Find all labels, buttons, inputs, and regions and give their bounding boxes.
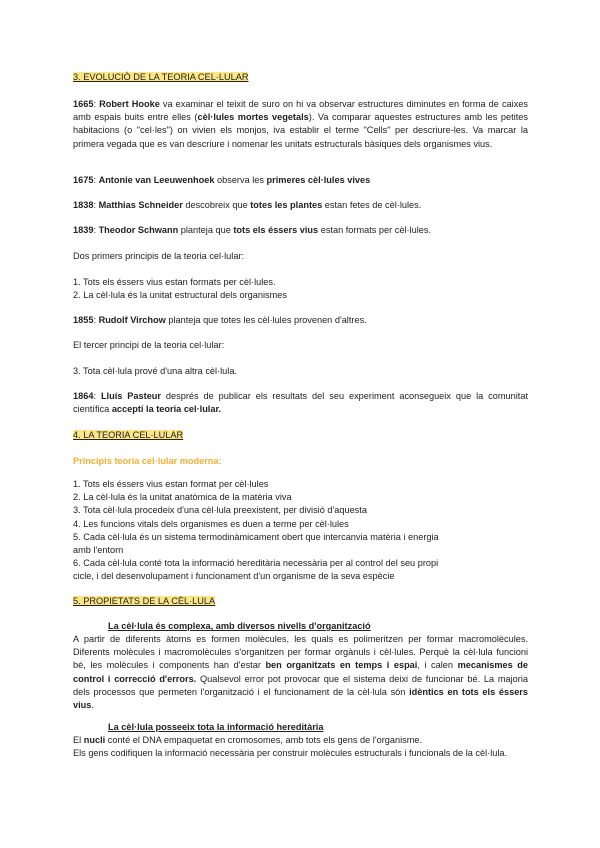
year-1665: 1665 xyxy=(73,99,94,109)
text-1864: després de publicar els resultats del seu experiment aconsegueix que la comunitat científica xyxy=(73,391,528,415)
modern-principles-heading-text: Principis teoria cel·lular moderna: xyxy=(73,456,222,466)
complexity-text-b: , i calen xyxy=(417,660,458,671)
modern-principle-6-cont: cicle, i del desenvolupament i funcionament d'un organisme de la seva espècie xyxy=(73,571,395,582)
year-1864: 1864 xyxy=(73,391,94,401)
section-4-heading xyxy=(73,429,528,442)
text-1665-a: va examinar el teixit de suro on hi va observar estructures diminutes en forma de caixes amb espais buits entre elles ( xyxy=(73,99,528,123)
bold-1675: primeres cèl·lules vives xyxy=(266,175,371,185)
first-principles-intro-text: Dos primers principis de la teoria cel·lular: xyxy=(73,251,245,261)
text-1838-a: descobreix que xyxy=(182,200,251,210)
modern-principle-5: 5. Cada cèl·lula és un sistema termodinàmicament obert que intercanvia matèria i energia xyxy=(73,531,439,542)
bold-1839: tots els éssers vius xyxy=(233,225,319,235)
modern-principle-2: 2. La cèl·lula és la unitat anatòmica de la matèria viva xyxy=(73,492,292,503)
modern-principle-3: 3. Tota cèl·lula procedeix d'una cèl·lula preexistent, per divisió d'aquesta xyxy=(73,505,367,516)
year-1839: 1839 xyxy=(73,225,94,235)
section-3-heading-text: 3. EVOLUCIÓ DE LA TEORIA CEL·LULAR xyxy=(73,72,249,82)
modern-principles-heading xyxy=(73,455,528,468)
paragraph-1839: 1839: Theodor Schwann planteja que tots els éssers vius estan formats per cèl·lules. xyxy=(73,225,432,235)
complexity-bold-b: mecanismes de control i correcció d'errors. xyxy=(73,660,529,684)
text-1855: planteja que totes les cèl·lules provenen d'altres. xyxy=(165,315,367,325)
section-5-heading xyxy=(73,595,528,608)
paragraph-complexity xyxy=(73,633,528,712)
subheading-complexity: La cèl·lula és complexa, amb diversos nivells d'organització xyxy=(108,621,371,631)
name-schwann: Theodor Schwann xyxy=(98,225,179,235)
name-leeuwenhoek: Antonie van Leeuwenhoek xyxy=(98,175,215,185)
text-1839-b: estan formats per cèl·lules. xyxy=(318,225,432,235)
name-virchow: Rudolf Virchow xyxy=(98,315,166,325)
hereditary-text-c: Els gens codifiquen la informació necessària per construir molècules estructurals i funcionals de la cèl·lula. xyxy=(73,748,508,759)
hereditary-line-1 xyxy=(73,734,528,747)
paragraph-1864: 1864: Lluís Pasteur després de publicar els resultats del seu experiment aconsegueix que la comunitat científica acceptí la teoria cel·lular. xyxy=(73,391,528,415)
text-1675: observa les xyxy=(214,175,267,185)
bold-1838: totes les plantes xyxy=(250,200,323,210)
hereditary-text-b: conté el DNA empaquetat en cromosomes, amb tots els gens de l'organisme. xyxy=(105,735,423,745)
modern-principle-4: 4. Les funcions vitals dels organismes es duen a terme per cèl·lules xyxy=(73,518,349,529)
text-1839-a: planteja que xyxy=(178,225,234,235)
bold-1665: cèl·lules mortes vegetals xyxy=(197,112,309,123)
section-5-heading-text: 5. PROPIETATS DE LA CÈL·LULA xyxy=(73,596,216,606)
first-principles-intro xyxy=(73,250,528,263)
principle-3: 3. Tota cèl·lula prové d'una altra cèl·lula. xyxy=(73,366,237,376)
text-1838-b: estan fetes de cèl·lules. xyxy=(322,200,422,210)
name-pasteur: Lluís Pasteur xyxy=(100,391,161,401)
text-1665-b: ). Va comparar aquestes estructures amb les petites habitacions (o "cel·les") on vivien els monjos, iva establir el terme "Cells" per descriure-les. Va marcar la primera vegada que es van descriure i nomenar les unitats estructurals bàsiques dels organismes vius. xyxy=(73,112,529,149)
name-hooke: Robert Hooke xyxy=(99,99,160,109)
modern-principle-6: 6. Cada cèl·lula conté tota la informació hereditària necessària per al control del seu propi xyxy=(73,558,439,569)
complexity-text-d: . xyxy=(91,700,94,711)
name-schneider: Matthias Schneider xyxy=(98,200,183,210)
hereditary-text-a: El xyxy=(73,735,84,745)
modern-principles-list xyxy=(73,478,528,584)
complexity-bold-c: idèntics en tots els éssers vius xyxy=(73,686,528,711)
year-1855: 1855 xyxy=(73,315,94,325)
principle-1: 1. Tots els éssers vius estan formats per cèl·lules. xyxy=(73,277,276,287)
year-1675: 1675 xyxy=(73,175,94,185)
year-1838: 1838 xyxy=(73,200,94,210)
complexity-bold-a: ben organitzats en temps i espai xyxy=(265,660,418,671)
principle-2: 2. La cèl·lula és la unitat estructural dels organismes xyxy=(73,290,287,301)
first-principles-list xyxy=(73,276,528,302)
paragraph-1855: 1855: Rudolf Virchow planteja que totes les cèl·lules provenen d'altres. xyxy=(73,315,367,325)
subheading-hereditary: La cèl·lula posseeix tota la informació hereditària xyxy=(108,722,324,732)
third-principle xyxy=(73,365,528,378)
complexity-text-c: Qualsevol error pot provocar que el sistema deixi de funcionar bé. La majoria dels processos que permeten l'organització i el funcionament de la cèl·lula són xyxy=(73,673,528,697)
third-principle-intro-text: El tercer principi de la teoria cel·lular: xyxy=(73,340,225,350)
modern-principle-1: 1. Tots els éssers vius estan format per cèl·lules xyxy=(73,479,269,489)
section-4-heading-text: 4. LA TEORIA CEL·LULAR xyxy=(73,430,184,440)
complexity-text-a: A partir de diferents àtoms es formen molècules, les quals es polimeritzen per formar macromolècules. Diferents molècules i macromolècules s'organitzen per formar orgànuls i cèl·lules. Perquè la cèl·lula funcioni bé, les molècules i components han d'estar xyxy=(73,634,528,671)
paragraph-1665: 1665: Robert Hooke va examinar el teixit de suro on hi va observar estructures diminutes en forma de caixes amb espais buits entre elles (cèl·lules mortes vegetals). Va comparar aquestes estructures amb les petites habitacions (o "cel·les") on vivien els monjos, iva establir el terme "Cells" per descriure-les. Va marcar la primera vegada que es van descriure i nomenar les unitats estructurals bàsiques dels organismes vius. xyxy=(73,99,529,149)
hereditary-bold: nucli xyxy=(83,735,106,745)
third-principle-intro xyxy=(73,339,528,352)
paragraph-hereditary xyxy=(73,734,528,760)
paragraph-1838: 1838: Matthias Schneider descobreix que totes les plantes estan fetes de cèl·lules. xyxy=(73,200,422,210)
paragraph-1675: 1675: Antonie van Leeuwenhoek observa les primeres cèl·lules vives xyxy=(73,175,371,185)
modern-principle-5-cont: amb l'entorn xyxy=(73,545,124,556)
bold-1864: acceptí la teoria cel·lular. xyxy=(111,404,222,415)
section-3-heading xyxy=(73,71,528,84)
